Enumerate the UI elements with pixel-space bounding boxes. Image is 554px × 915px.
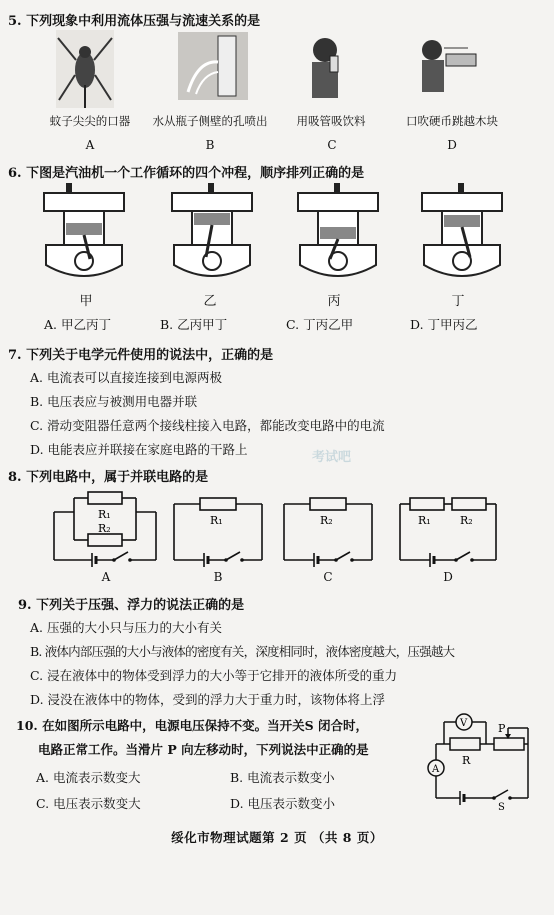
q10-ammeter-label: A bbox=[432, 764, 440, 775]
circuit-b-r1-label: R₁ bbox=[210, 514, 223, 527]
q10-stem-line2: 电路正常工作。当滑片 P 向左移动时，下列说法中正确的是 bbox=[38, 742, 369, 757]
q8-letter-c[interactable]: C bbox=[323, 570, 333, 584]
q7-option-a[interactable]: A. 电流表可以直接连接到电源两极 bbox=[30, 370, 222, 385]
q9-option-d[interactable]: D. 浸没在液体中的物体，受到的浮力大于重力时，该物体将上浮 bbox=[30, 692, 386, 707]
circuit-a-r1-label: R₁ bbox=[98, 508, 111, 521]
q10-resistor-label: R bbox=[462, 754, 471, 767]
q6-option-c[interactable]: C. 丁丙乙甲 bbox=[286, 317, 354, 332]
bottle-spray-image bbox=[178, 32, 248, 100]
q9-option-a[interactable]: A. 压强的大小只与压力的大小有关 bbox=[30, 620, 222, 635]
circuit-d-r2-label: R₂ bbox=[460, 514, 473, 527]
q5-caption-b: 水从瓶子侧壁的孔喷出 bbox=[152, 114, 268, 128]
engine-label-1: 甲 bbox=[79, 294, 93, 309]
q5-stem: 5. 下列现象中利用流体压强与流速关系的是 bbox=[8, 14, 261, 29]
circuit-b-diagram bbox=[172, 494, 264, 568]
q7-option-c[interactable]: C. 滑动变阻器任意两个接线柱接入电路，都能改变电路中的电流 bbox=[30, 418, 385, 433]
circuit-c-diagram bbox=[282, 494, 374, 568]
q7-option-b[interactable]: B. 电压表应与被测用电器并联 bbox=[30, 394, 198, 409]
q6-option-a[interactable]: A. 甲乙丙丁 bbox=[44, 317, 111, 332]
engine-stroke-1-image bbox=[36, 183, 132, 283]
q10-option-a[interactable]: A. 电流表示数变大 bbox=[36, 770, 141, 785]
q10-option-d[interactable]: D. 电压表示数变小 bbox=[230, 796, 336, 811]
circuit-a-r2-label: R₂ bbox=[98, 522, 111, 535]
q5-letter-d: D bbox=[447, 138, 457, 152]
q8-letter-a[interactable]: A bbox=[101, 570, 111, 584]
q5-caption-c: 用吸管吸饮料 bbox=[296, 114, 366, 128]
q8-stem: 8. 下列电路中，属于并联电路的是 bbox=[8, 470, 209, 485]
page-footer: 绥化市物理试题第 2 页 （共 8 页） bbox=[171, 830, 383, 845]
q10-circuit-diagram bbox=[424, 710, 536, 810]
q10-switch-label: S bbox=[498, 802, 505, 810]
straw-drinking-image bbox=[300, 30, 350, 100]
q10-option-b[interactable]: B. 电流表示数变小 bbox=[230, 770, 335, 785]
q5-caption-d: 口吹硬币跳越木块 bbox=[406, 114, 498, 128]
q10-slider-label: P bbox=[498, 722, 506, 735]
q10-stem-line1: 10. 在如图所示电路中，电源电压保持不变。当开关S 闭合时， bbox=[16, 718, 368, 733]
q7-stem: 7. 下列关于电学元件使用的说法中，正确的是 bbox=[8, 348, 274, 363]
engine-label-2: 乙 bbox=[203, 294, 217, 309]
coin-blow-image bbox=[410, 34, 480, 96]
circuit-d-r1-label: R₁ bbox=[418, 514, 431, 527]
engine-label-4: 丁 bbox=[451, 294, 465, 309]
q9-stem: 9. 下列关于压强、浮力的说法正确的是 bbox=[18, 598, 245, 613]
q5-letter-b: B bbox=[205, 138, 215, 152]
circuit-a-diagram bbox=[52, 490, 160, 568]
q5-letter-c: C bbox=[327, 138, 337, 152]
q10-voltmeter-label: V bbox=[460, 718, 468, 729]
q9-option-c[interactable]: C. 浸在液体中的物体受到浮力的大小等于它排开的液体所受的重力 bbox=[30, 668, 398, 683]
engine-stroke-4-image bbox=[414, 183, 510, 283]
q6-stem: 6. 下图是汽油机一个工作循环的四个冲程，顺序排列正确的是 bbox=[8, 166, 365, 181]
mosquito-image bbox=[56, 30, 114, 108]
q9-option-b[interactable]: B. 液体内部压强的大小与液体的密度有关，深度相同时，液体密度越大，压强越大 bbox=[30, 644, 455, 659]
engine-stroke-2-image bbox=[164, 183, 260, 283]
q6-option-b[interactable]: B. 乙丙甲丁 bbox=[160, 317, 228, 332]
q10-option-c[interactable]: C. 电压表示数变大 bbox=[36, 796, 141, 811]
engine-stroke-3-image bbox=[290, 183, 386, 283]
q8-letter-b[interactable]: B bbox=[213, 570, 223, 584]
q8-letter-d[interactable]: D bbox=[443, 570, 453, 584]
q5-caption-a: 蚊子尖尖的口器 bbox=[49, 114, 131, 128]
q6-option-d[interactable]: D. 丁甲丙乙 bbox=[410, 317, 478, 332]
q7-option-d[interactable]: D. 电能表应并联接在家庭电路的干路上 bbox=[30, 442, 248, 457]
watermark: 考试吧 bbox=[312, 450, 352, 465]
circuit-c-r2-label: R₂ bbox=[320, 514, 333, 527]
circuit-d-diagram bbox=[398, 494, 498, 568]
engine-label-3: 丙 bbox=[327, 294, 341, 309]
q5-letter-a: A bbox=[85, 138, 95, 152]
